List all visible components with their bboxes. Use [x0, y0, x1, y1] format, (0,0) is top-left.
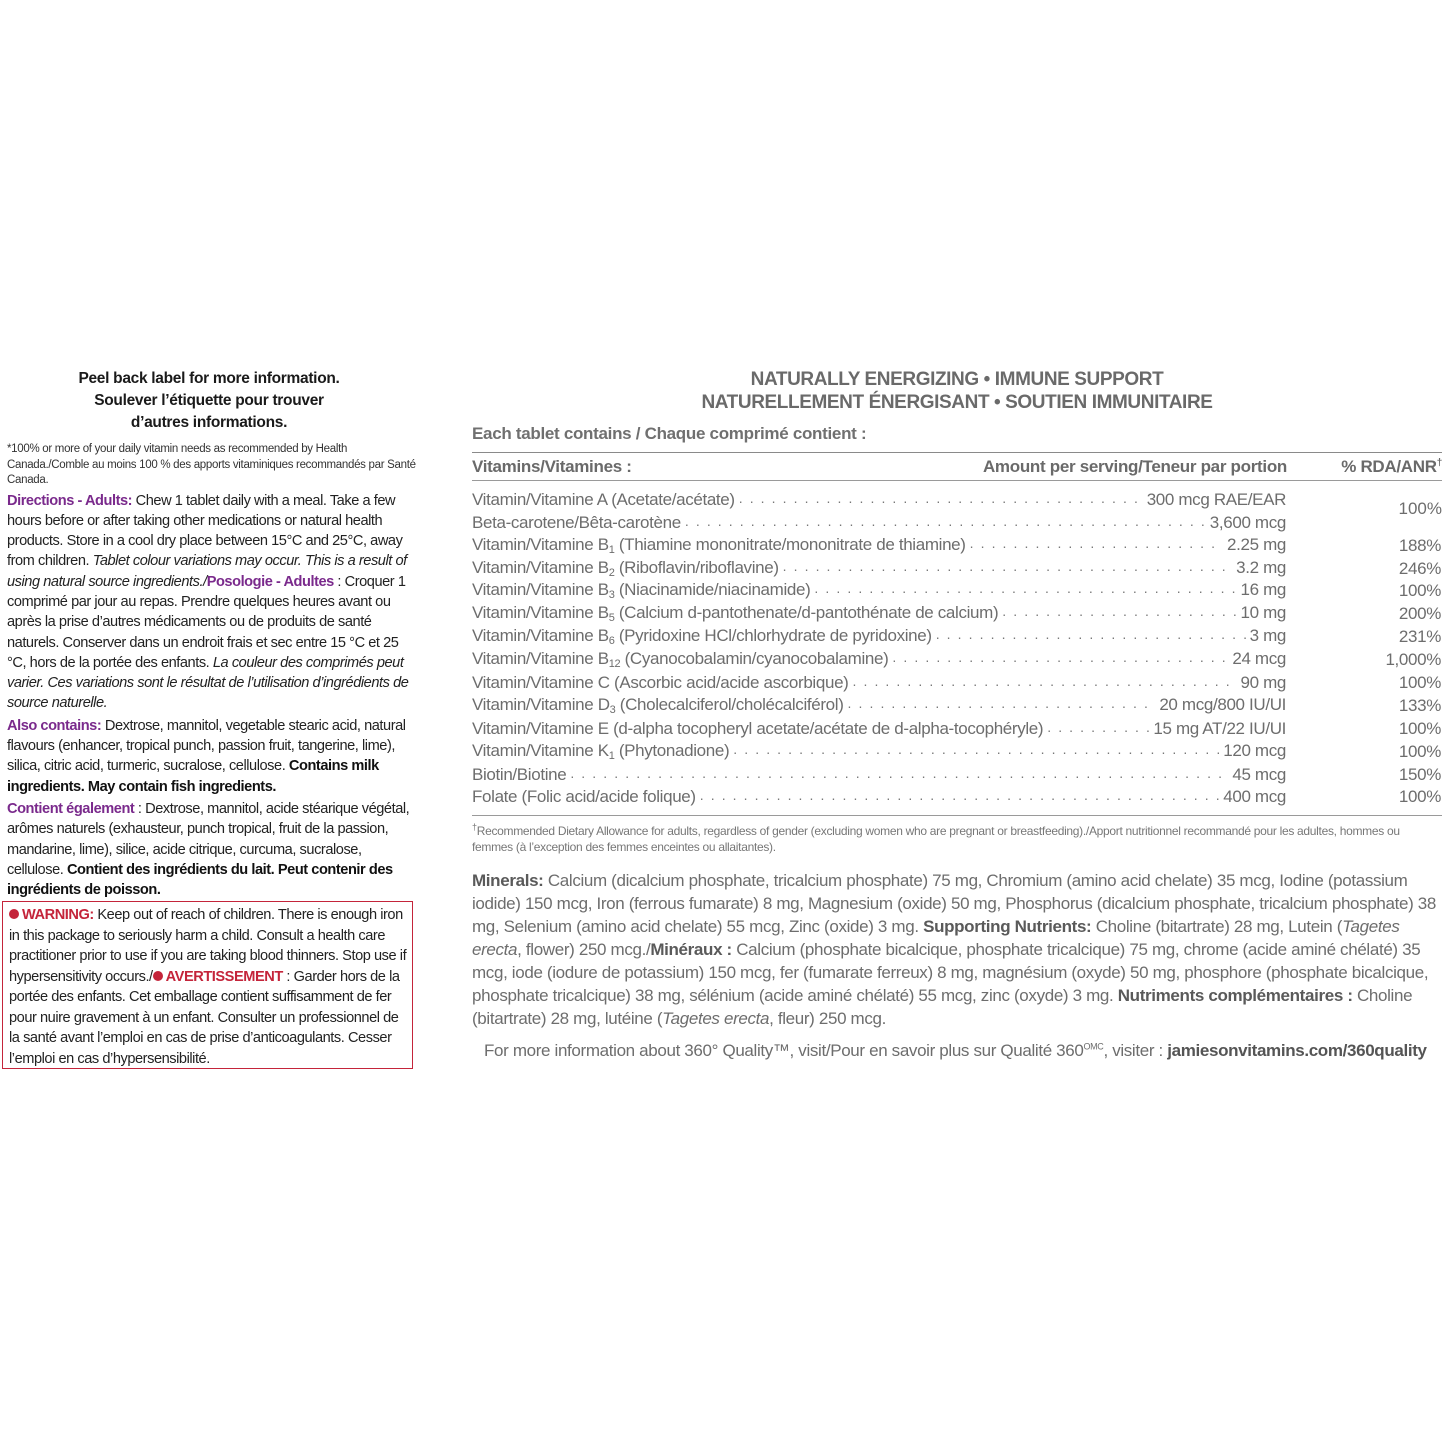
table-row	[472, 762, 1442, 785]
minerals-paragraph	[472, 869, 1442, 1030]
table-header	[472, 453, 1442, 480]
row-name-amount	[472, 603, 1286, 624]
also-contains-text: Dextrose, mannitol, vegetable stearic acid, natural flavours (enhancer, tropical punch, passion fruit, tangerine, lime), silica, citric acid, turmeric, sucralose, cellulose.	[7, 717, 406, 775]
nutrient-name	[472, 603, 998, 624]
nutrient-source: (Niacinamide/niacinamide)	[614, 580, 811, 600]
minerals-text: Calcium (dicalcium phosphate, tricalcium phosphate) 75 mg, Chromium (amino acid chelate) 35 mcg, Iodine (potassium iodide) 150 mcg, Iron (ferrous fumarate) 8 mg, Magnesium (oxide) 50 mg, Phosphorus (dicalcium phosphate, tricalcium phosphate) 38 mg, Selenium (amino acid chelate) 55 mcg, Zinc (oxide) 3 mg.	[472, 871, 1437, 937]
contient-text: : Dextrose, mannitol, acide stéarique végétal, arômes naturels (exhausteur, punch tropical, fruit de la passion, mandarine, lime), silice, acide citrique, curcuma, sucralose, cellulose.	[7, 800, 410, 878]
nutrient-name	[472, 626, 932, 647]
nutriments-label: Nutriments complémentaires :	[1117, 986, 1353, 1006]
nutrient-name	[472, 558, 779, 579]
table-row	[472, 624, 1442, 647]
tablet-contains-heading: Each tablet contains / Chaque comprimé contient :	[472, 424, 867, 443]
peel-notice	[1, 368, 417, 434]
rda-footnote-dagger: †	[472, 822, 477, 833]
row-name-amount	[472, 649, 1286, 670]
nutrient-rda-percent: 100%	[1398, 718, 1441, 738]
rda-footnote	[472, 820, 1442, 855]
headline-french: NATURELLEMENT ÉNERGISANT • SOUTIEN IMMUNITAIRE	[701, 392, 1213, 413]
dot-leader	[852, 673, 1236, 693]
contient-allergen: Contient des ingrédients du lait. Peut contenir des ingrédients de poisson.	[7, 861, 393, 899]
nutrient-rda-percent: 1,000%	[1385, 650, 1441, 670]
nutrient-subscript: 1	[608, 749, 615, 762]
row-name-amount	[472, 580, 1286, 601]
nutrient-amount: 10 mg	[1240, 603, 1286, 623]
nutrient-rda-percent: 200%	[1398, 604, 1441, 624]
nutrient-rda-percent: 100%	[1398, 673, 1441, 693]
nutrient-name-text: Vitamin/Vitamine B	[472, 649, 609, 669]
row-name-amount	[472, 490, 1286, 510]
nutrient-subscript: 2	[608, 566, 615, 579]
nutrient-source: (Riboflavin/riboflavine)	[614, 557, 779, 577]
table-header-rule	[472, 480, 1442, 481]
table-row	[472, 556, 1442, 579]
nutrient-name	[472, 513, 681, 533]
table-row	[472, 487, 1442, 510]
table-row	[472, 533, 1442, 556]
nutrient-amount: 300 mcg RAE/EAR	[1146, 489, 1286, 509]
row-name-amount	[472, 787, 1286, 807]
nutrient-subscript: 1	[608, 543, 615, 556]
also-contains-label: Also contains:	[7, 717, 102, 734]
col-rda-dagger: †	[1436, 456, 1442, 468]
nutrient-name-text: Beta-carotene/Bêta-carotène	[472, 512, 681, 532]
nutrient-rda-percent: 246%	[1398, 558, 1441, 578]
more-info-text: For more information about 360° Quality™, visit/Pour en savoir plus sur Qualité 360	[484, 1041, 1084, 1061]
quality-url-link[interactable]: jamiesonvitamins.com/360quality	[1167, 1041, 1427, 1061]
more-info-line	[484, 1041, 1442, 1061]
row-name-amount	[472, 673, 1286, 693]
nutrient-amount: 2.25 mg	[1227, 534, 1286, 554]
nutrient-name	[472, 490, 735, 510]
dot-leader	[700, 787, 1220, 807]
row-name-amount	[472, 741, 1286, 762]
more-info-visit: , visiter :	[1103, 1041, 1168, 1061]
nutrient-amount: 24 mcg	[1232, 649, 1286, 669]
dot-leader	[570, 765, 1228, 785]
table-row	[472, 510, 1442, 533]
nutrient-rda-percent: 100%	[1398, 741, 1441, 761]
nutrient-name-text: Vitamin/Vitamine A	[472, 489, 607, 509]
col-rda-wrap	[1287, 457, 1442, 477]
nutrient-source: (Calcium d-pantothenate/d-pantothénate de calcium)	[614, 603, 999, 623]
posologie-text: : Croquer 1 comprimé par jour au repas. Prendre quelques heures avant ou après la prise d’autres médicaments ou de produits de santé naturels. Conserver dans un endroit frais et sec entre 15 °C et 25 °C, hors de la portée des enfants.	[7, 573, 406, 671]
nutrient-name-text: Vitamin/Vitamine C	[472, 673, 610, 693]
vitamin-a-pct: 100%	[1398, 499, 1442, 518]
contient-label: Contient également	[7, 800, 135, 817]
nutrient-subscript: 6	[608, 635, 615, 648]
mineraux-label: Minéraux :	[650, 940, 732, 960]
table-row	[472, 670, 1442, 693]
warning-label: WARNING:	[22, 907, 94, 923]
nutrient-source: (Pyridoxine HCl/chlorhydrate de pyridoxine)	[614, 626, 932, 646]
col-vitamins: Vitamins/Vitamines :	[472, 456, 632, 476]
nutrient-name	[472, 649, 888, 670]
nutriments-text-2: , fleur) 250 mcg.	[769, 1009, 886, 1029]
warning-dot-icon	[9, 909, 19, 919]
dot-leader	[970, 535, 1223, 556]
avertissement-label: AVERTISSEMENT	[165, 968, 283, 985]
directions-paragraph	[7, 491, 417, 714]
nutrient-name	[472, 787, 696, 807]
nutrient-amount: 45 mcg	[1232, 764, 1286, 784]
table-row	[472, 716, 1442, 739]
table-row	[472, 785, 1442, 808]
nutrient-name	[472, 719, 1043, 739]
row-name-amount	[472, 765, 1286, 785]
nutrient-name-text: Vitamin/Vitamine K	[472, 740, 609, 760]
dot-leader	[936, 626, 1246, 647]
warning-text: Keep out of reach of children. There is enough iron in this package to seriously harm a child. Consult a health care practitioner prior to use if you are taking blood thinners. Stop use if hypersensitivity occurs./	[9, 907, 407, 985]
supporting-text: Choline (bitartrate) 28 mg, Lutein (	[1091, 917, 1343, 937]
nutrient-subscript: 5	[608, 612, 615, 625]
tagetes-en: Tagetes erecta	[472, 917, 1400, 960]
nutrient-subscript: 3	[608, 589, 615, 602]
nutrient-subscript: 12	[608, 658, 621, 671]
table-row	[472, 693, 1442, 716]
dot-leader	[733, 741, 1219, 762]
table-row	[472, 601, 1442, 624]
row-name-amount	[472, 535, 1286, 556]
left-column	[7, 368, 417, 900]
row-name-amount	[472, 695, 1286, 716]
dot-leader	[1002, 603, 1236, 624]
row-name-amount	[472, 558, 1286, 579]
peel-line-1: Peel back label for more information.	[78, 370, 340, 387]
dot-leader	[739, 490, 1143, 510]
dot-leader	[848, 695, 1156, 716]
directions-italic: Tablet colour variations may occur. This is a result of using natural source ingredients./	[7, 553, 407, 590]
nutrient-rda-percent: 100%	[1398, 787, 1441, 807]
nutrient-source: (Phytonadione)	[614, 740, 730, 760]
nutrient-source: (Cyanocobalamin/cyanocobalamine)	[620, 649, 889, 669]
nutrient-name	[472, 741, 729, 762]
directions-text: Chew 1 tablet daily with a meal. Take a few hours before or after taking other medications or natural health products. Store in a cool dry place between 15°C and 25°C, away from children.	[7, 492, 403, 570]
nutrient-source: (Cholecalciferol/cholécalciférol)	[615, 694, 844, 714]
table-row	[472, 647, 1442, 670]
nutrient-name-text: Folate (Folic acid/acide folique)	[472, 787, 696, 807]
nutrient-rda-percent: 188%	[1398, 535, 1441, 555]
nutrient-name-text: Vitamin/Vitamine B	[472, 603, 609, 623]
headline	[472, 368, 1442, 414]
row-name-amount	[472, 626, 1286, 647]
directions-label: Directions - Adults:	[7, 492, 133, 509]
nutrient-rda-percent: 231%	[1398, 627, 1441, 647]
nutrient-source: (d-alpha tocopheryl acetate/acétate de d-alpha-tocophéryle)	[608, 718, 1044, 738]
nutrient-name-text: Vitamin/Vitamine B	[472, 580, 609, 600]
nutriments-text: Choline (bitartrate) 28 mg, lutéine (	[472, 986, 1413, 1029]
also-contains-allergen: Contains milk ingredients. May contain fish ingredients.	[7, 758, 379, 795]
supporting-text-2: , flower) 250 mcg./	[517, 940, 651, 960]
nutrient-amount: 3,600 mcg	[1209, 512, 1286, 532]
row-name-amount	[472, 513, 1286, 533]
nutrient-name	[472, 695, 844, 716]
nutrient-name-text: Vitamin/Vitamine E	[472, 718, 609, 738]
dot-leader	[685, 513, 1206, 533]
col-amount: Amount per serving/Teneur par portion	[982, 456, 1287, 476]
dot-leader	[892, 649, 1228, 670]
peel-line-3: d’autres informations.	[130, 414, 288, 431]
peel-line-2: Soulever l’étiquette pour trouver	[94, 392, 324, 409]
nutrient-amount: 3 mg	[1249, 626, 1286, 646]
avertissement-dot-icon	[153, 971, 163, 981]
tagetes-fr: Tagetes erecta	[662, 1009, 770, 1029]
nutrient-name-text: Vitamin/Vitamine B	[472, 626, 609, 646]
table-bottom-rule	[472, 815, 1442, 816]
posologie-italic: La couleur des comprimés peut varier. Ces variations sont le résultat de l’utilisation d’ingrédients de source naturelle.	[7, 654, 409, 712]
also-contains-paragraph	[7, 716, 417, 797]
supporting-label: Supporting Nutrients:	[923, 917, 1092, 937]
daily-needs-footnote: *100% or more of your daily vitamin needs as recommended by Health Canada./Comble au moins 100 % des apports vitaminiques recommandés par Santé Canada.	[7, 443, 416, 486]
nutrient-name-text: Vitamin/Vitamine D	[472, 694, 610, 714]
nutrient-source: (Thiamine mononitrate/mononitrate de thiamine)	[614, 534, 966, 554]
nutrient-amount: 16 mg	[1240, 580, 1286, 600]
nutrient-amount: 20 mcg/800 IU/UI	[1159, 694, 1286, 714]
nutrient-amount: 120 mcg	[1223, 740, 1286, 760]
table-row	[472, 579, 1442, 602]
row-name-amount	[472, 719, 1286, 739]
table-row	[472, 739, 1442, 762]
nutrient-rda-percent: 150%	[1398, 764, 1441, 784]
avertissement-text: : Garder hors de la portée des enfants. Cet emballage contient suffisamment de fer pour nuire gravement à un enfant. Consulter un professionnel de la santé avant l’emploi en cas de prise d’anticoagulants. Cesser l’emploi en cas d’hypersensibilité.	[9, 968, 400, 1067]
nutrient-rda-percent: 100%	[1398, 581, 1441, 601]
nutrient-amount: 3.2 mg	[1236, 557, 1286, 577]
col-rda: % RDA/ANR	[1341, 456, 1437, 476]
more-info-omc: OMC	[1083, 1041, 1104, 1052]
dot-leader	[1047, 719, 1149, 739]
nutrient-name	[472, 535, 966, 556]
mineraux-text: Calcium (phosphate bicalcique, phosphate tricalcique) 75 mg, chrome (acide aminé chélaté) 35 mcg, iode (iodure de potassium) 150 mcg, fer (fumarate ferreux) 8 mg, magnésium (oxyde) 50 mg, phosphore (phosphate bicalcique, phosphate tricalcique) 38 mg, sélénium (acide aminé chélaté) 55 mcg, zinc (oxyde) 3 mg.	[472, 940, 1429, 1006]
dot-leader	[814, 580, 1236, 601]
nutrient-amount: 15 mg AT/22 IU/UI	[1153, 718, 1286, 738]
nutrient-subscript: 3	[609, 703, 616, 716]
nutrient-name	[472, 580, 810, 601]
nutrient-source: (Acetate/acétate)	[606, 489, 735, 509]
nutrient-name-text: Biotin/Biotine	[472, 764, 567, 784]
nutrient-source: (Ascorbic acid/acide ascorbique)	[609, 673, 849, 693]
headline-english: NATURALLY ENERGIZING • IMMUNE SUPPORT	[750, 369, 1164, 390]
nutrient-name	[472, 673, 848, 693]
col-amount-wrap	[632, 457, 1287, 477]
rda-footnote-text: Recommended Dietary Allowance for adults, regardless of gender (excluding women who are pregnant or breastfeeding)./Apport nutritionnel recommandé pour les adultes, hommes ou femmes (à l’exception des femmes enceintes ou allaitantes).	[472, 824, 1400, 854]
warning-box	[2, 901, 413, 1069]
nutrient-amount: 400 mcg	[1223, 787, 1286, 807]
dot-leader	[783, 558, 1232, 579]
nutrient-rda-percent: 133%	[1398, 695, 1441, 715]
nutrient-name	[472, 765, 566, 785]
vitamin-rows	[472, 487, 1442, 807]
posologie-label: Posologie - Adultes	[206, 573, 334, 590]
nutrient-name-text: Vitamin/Vitamine B	[472, 557, 609, 577]
right-column	[472, 368, 1442, 1061]
minerals-label: Minerals:	[472, 871, 544, 891]
contient-paragraph	[7, 799, 417, 900]
nutrient-name-text: Vitamin/Vitamine B	[472, 534, 609, 554]
nutrient-amount: 90 mg	[1240, 673, 1286, 693]
